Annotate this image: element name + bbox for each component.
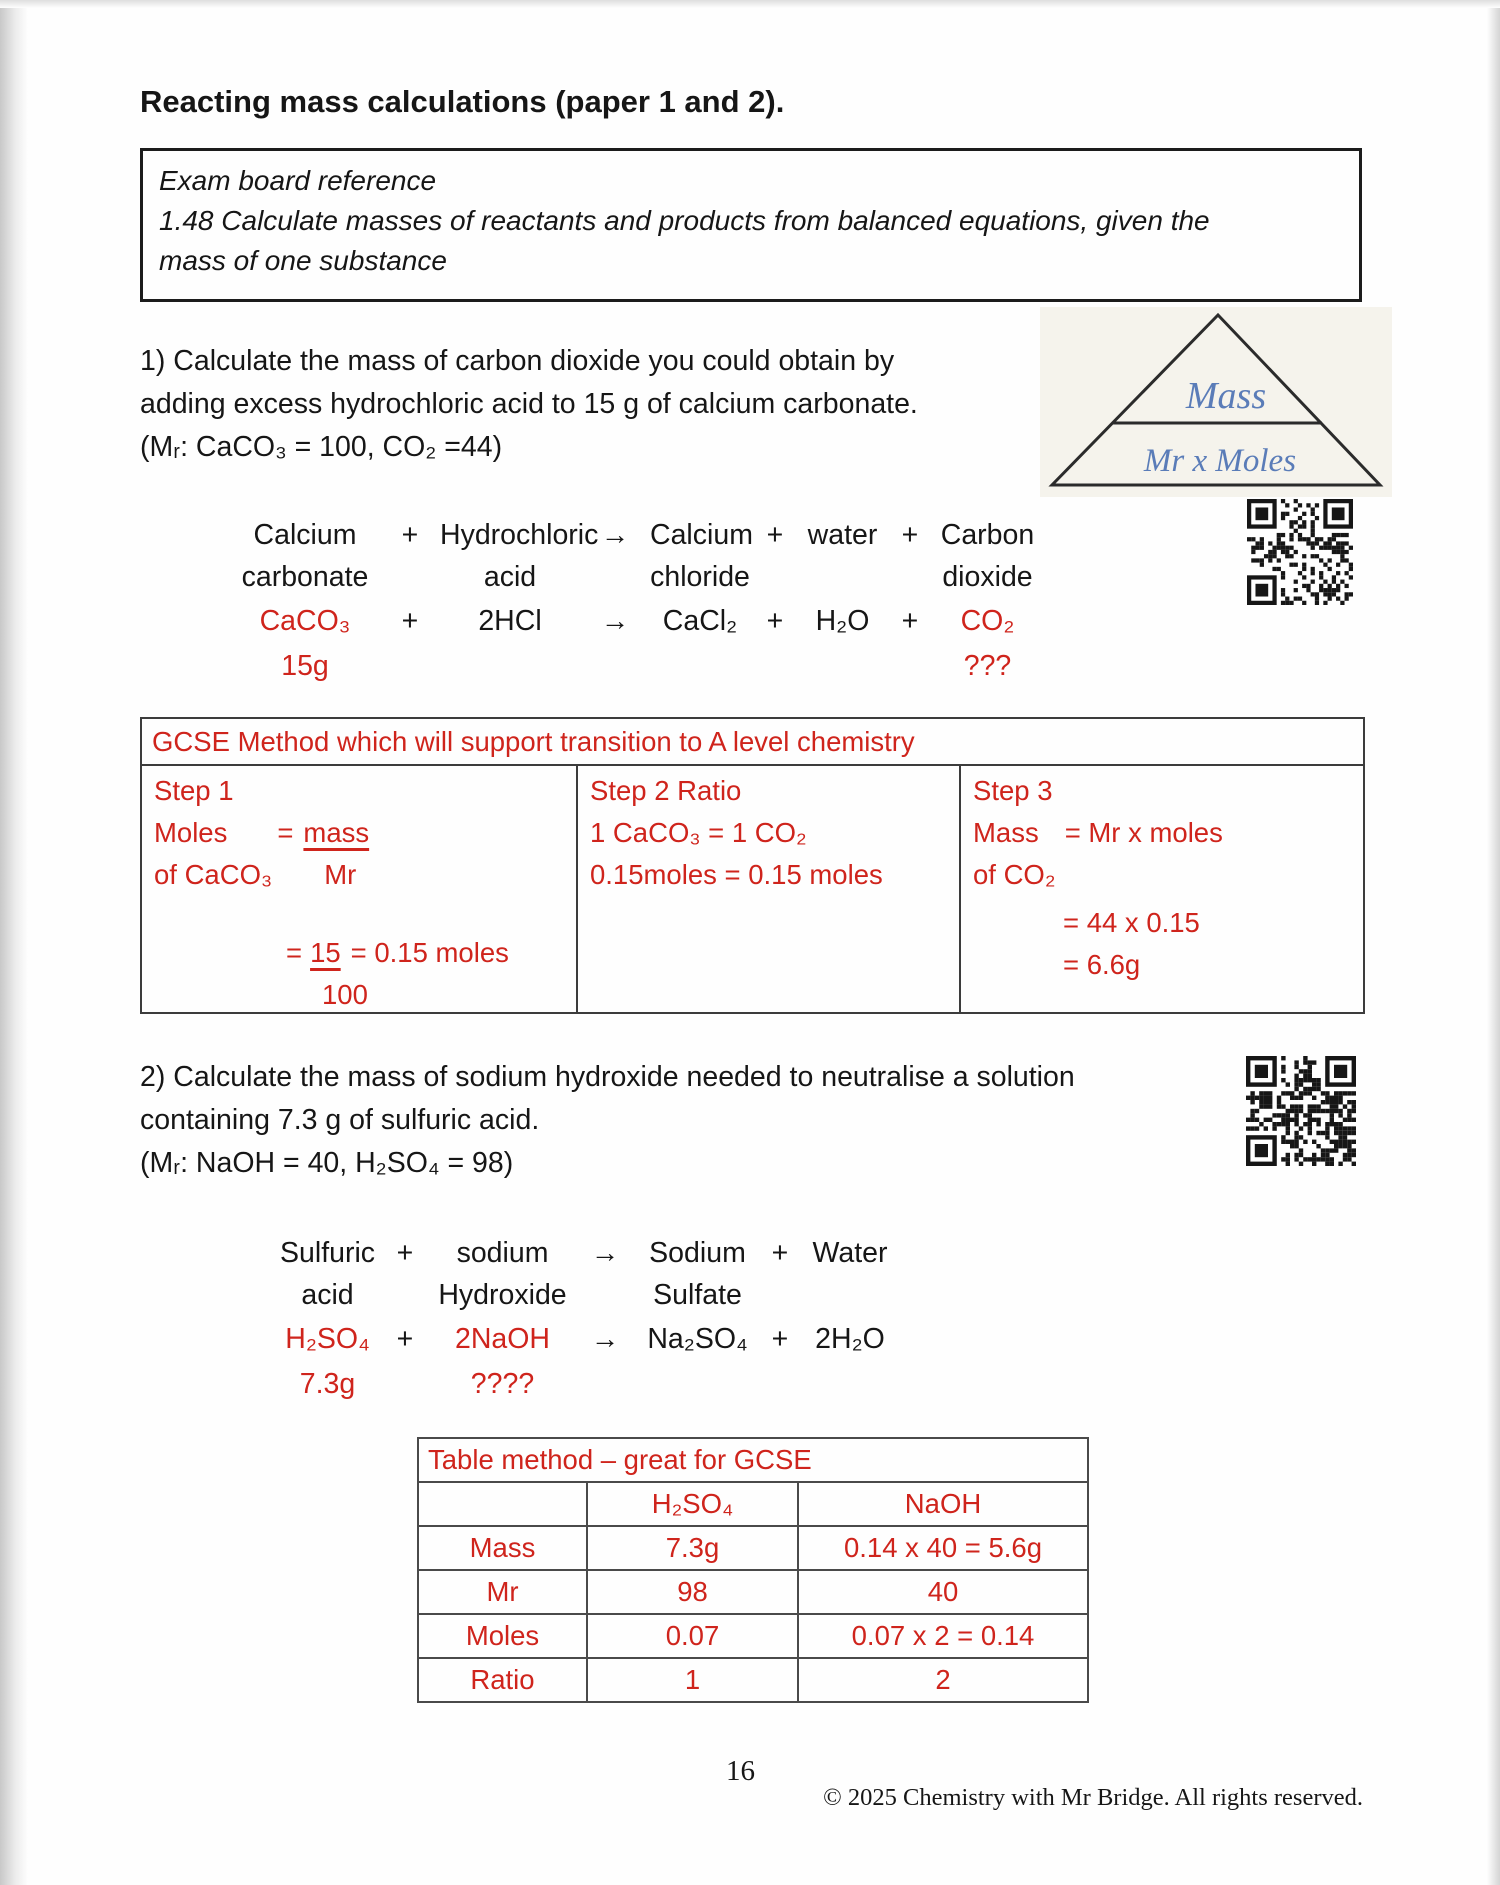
step3-mass-label: Mass <box>973 817 1039 848</box>
step2-title: Step 2 Ratio <box>590 775 742 806</box>
exam-box-line-3: mass of one substance <box>159 245 447 276</box>
copyright-notice: © 2025 Chemistry with Mr Bridge. All rights reserved. <box>823 1784 1363 1811</box>
equation-1-word-line-1 <box>230 514 1040 556</box>
arrow-operator: → <box>590 1236 620 1269</box>
eq-formula: CaCl₂ <box>662 604 738 637</box>
gcse-table-body <box>142 766 1363 1012</box>
step3-title: Step 3 <box>973 775 1053 806</box>
row-label-moles: Moles <box>419 1613 586 1657</box>
eq-formula: Na₂SO₄ <box>647 1322 748 1355</box>
eq-quantity: ??? <box>963 649 1012 682</box>
question-2-line-1: 2) Calculate the mass of sodium hydroxide needed to neutralise a solution <box>140 1061 1075 1093</box>
cell-moles-naoh: 0.07 x 2 = 0.14 <box>797 1613 1087 1657</box>
step1-denominator: Mr <box>324 859 357 890</box>
qr-code-icon <box>1247 499 1353 605</box>
page-number: 16 <box>726 1755 755 1787</box>
eq-term: Carbon <box>940 518 1035 551</box>
step1-moles-label: Moles <box>154 817 228 848</box>
eq-term: Sulfate <box>653 1278 742 1311</box>
eq-term: Hydroxide <box>438 1278 567 1311</box>
arrow-operator: → <box>600 604 630 637</box>
question-2-line-3: (Mᵣ: NaOH = 40, H₂SO₄ = 98) <box>140 1147 514 1179</box>
eq-formula: 2HCl <box>478 604 542 637</box>
eq-formula: H₂SO₄ <box>285 1322 370 1355</box>
equation-2-quantity-line <box>280 1362 895 1406</box>
question-2-line-2: containing 7.3 g of sulfuric acid. <box>140 1104 540 1136</box>
question-1-line-3: (Mᵣ: CaCO₃ = 100, CO₂ =44) <box>140 431 503 463</box>
page-edge-top <box>0 0 1500 8</box>
cell-mass-naoh: 0.14 x 40 = 5.6g <box>797 1525 1087 1569</box>
question-1-line-1: 1) Calculate the mass of carbon dioxide you could obtain by <box>140 345 895 377</box>
gcse-table-header: GCSE Method which will support transition to A level chemistry <box>142 719 1363 766</box>
gcse-step1-cell <box>142 766 576 1012</box>
row-label-mr: Mr <box>419 1569 586 1613</box>
cell-mr-naoh: 40 <box>797 1569 1087 1613</box>
step3-result: = 6.6g <box>1063 949 1141 980</box>
cell-moles-h2so4: 0.07 <box>586 1613 797 1657</box>
column-header-h2so4: H₂SO₄ <box>586 1481 797 1525</box>
page-title: Reacting mass calculations (paper 1 and 2). <box>140 84 785 119</box>
gcse-step3-cell <box>959 766 1363 1012</box>
plus-operator: + <box>901 518 919 551</box>
eq-term: sodium <box>456 1236 549 1269</box>
eq-term: acid <box>483 560 537 593</box>
exam-box-line-2: 1.48 Calculate masses of reactants and products from balanced equations, given the <box>159 205 1210 236</box>
step3-calculation: = 44 x 0.15 <box>1063 907 1200 938</box>
eq-formula: 2H₂O <box>815 1322 885 1355</box>
eq-term: Hydrochloric <box>440 518 599 551</box>
step1-numerator: mass <box>303 817 370 848</box>
eq-term: Sulfuric <box>280 1236 376 1269</box>
row-label-ratio: Ratio <box>419 1657 586 1701</box>
eq-term: Calcium <box>253 518 357 551</box>
step1-calc-numerator: 15 <box>310 937 341 968</box>
gcse-method-table <box>140 717 1365 1014</box>
eq-term: Sodium <box>649 1236 746 1269</box>
question-1-line-2: adding excess hydrochloric acid to 15 g of calcium carbonate. <box>140 388 918 420</box>
plus-operator: + <box>771 1236 789 1269</box>
triangle-mass-label: Mass <box>1185 375 1267 417</box>
gcse-step2-cell <box>576 766 959 1012</box>
plus-operator: + <box>396 1322 414 1355</box>
eq-quantity: 15g <box>281 649 329 682</box>
table-method <box>417 1437 1089 1703</box>
eq-term: acid <box>301 1278 354 1311</box>
equation-2-formula-line <box>280 1316 895 1362</box>
eq-formula: CO₂ <box>960 604 1015 637</box>
question-1-text <box>140 340 918 469</box>
plus-operator: + <box>401 604 419 637</box>
plus-operator: + <box>771 1322 789 1355</box>
triangle-mr-moles-label: Mr x Moles <box>1143 443 1297 479</box>
eq-term: carbonate <box>241 560 369 593</box>
eq-term: Calcium <box>650 518 753 551</box>
equals-sign: = <box>277 817 294 848</box>
plus-operator: + <box>401 518 419 551</box>
step3-of-co2-label: of CO₂ <box>973 859 1056 890</box>
mole-triangle <box>1040 307 1392 497</box>
cell-ratio-h2so4: 1 <box>586 1657 797 1701</box>
cell-mr-h2so4: 98 <box>586 1569 797 1613</box>
equation-1-formula-line <box>230 598 1040 644</box>
equation-1-quantity-line <box>230 644 1040 688</box>
cell-mass-h2so4: 7.3g <box>586 1525 797 1569</box>
cell-ratio-naoh: 2 <box>797 1657 1087 1701</box>
exam-reference-box <box>140 148 1362 302</box>
eq-term: chloride <box>650 560 750 593</box>
plus-operator: + <box>766 518 784 551</box>
exam-box-line-1: Exam board reference <box>159 165 437 196</box>
eq-formula: 2NaOH <box>454 1322 551 1355</box>
mole-triangle-diagram <box>1040 307 1392 497</box>
step1-of-caco3-label: of CaCO₃ <box>154 859 273 890</box>
equation-2 <box>280 1232 895 1406</box>
step1-calculation <box>286 932 564 974</box>
equation-1 <box>230 514 1040 688</box>
column-header-naoh: NaOH <box>797 1481 1087 1525</box>
step1-fraction-bottom <box>154 854 564 896</box>
equation-1-word-line-2 <box>230 556 1040 598</box>
row-label-mass: Mass <box>419 1525 586 1569</box>
eq-quantity: ???? <box>470 1367 535 1400</box>
eq-term: water <box>807 518 878 551</box>
eq-formula: H₂O <box>815 604 870 637</box>
plus-operator: + <box>766 604 784 637</box>
qr-code-icon <box>1246 1056 1356 1166</box>
step2-ratio-line: 1 CaCO₃ = 1 CO₂ <box>590 817 807 848</box>
equation-2-word-line-2 <box>280 1274 895 1316</box>
page-edge-left <box>0 0 28 1885</box>
step1-fraction-top <box>154 812 564 854</box>
step3-mass-formula: = Mr x moles <box>1064 817 1223 848</box>
arrow-operator: → <box>590 1322 620 1355</box>
eq-term: Water <box>812 1236 888 1269</box>
plus-operator: + <box>396 1236 414 1269</box>
eq-formula: CaCO₃ <box>259 604 351 637</box>
plus-operator: + <box>901 604 919 637</box>
question-2-text <box>140 1056 1075 1185</box>
arrow-operator: → <box>600 518 630 551</box>
page-edge-right <box>1487 0 1500 1885</box>
step2-moles-line: 0.15moles = 0.15 moles <box>590 859 883 890</box>
equals-sign: = <box>286 937 303 968</box>
equation-2-word-line-1 <box>280 1232 895 1274</box>
step3-mass-line <box>973 812 1351 854</box>
step1-calc-denominator: 100 <box>322 979 368 1010</box>
table-method-header: Table method – great for GCSE <box>428 1444 812 1475</box>
eq-quantity: 7.3g <box>299 1367 356 1400</box>
step1-title: Step 1 <box>154 775 234 806</box>
table-method-corner-cell <box>419 1481 586 1525</box>
eq-term: dioxide <box>942 560 1033 593</box>
step1-calc-result: = 0.15 moles <box>350 937 509 968</box>
